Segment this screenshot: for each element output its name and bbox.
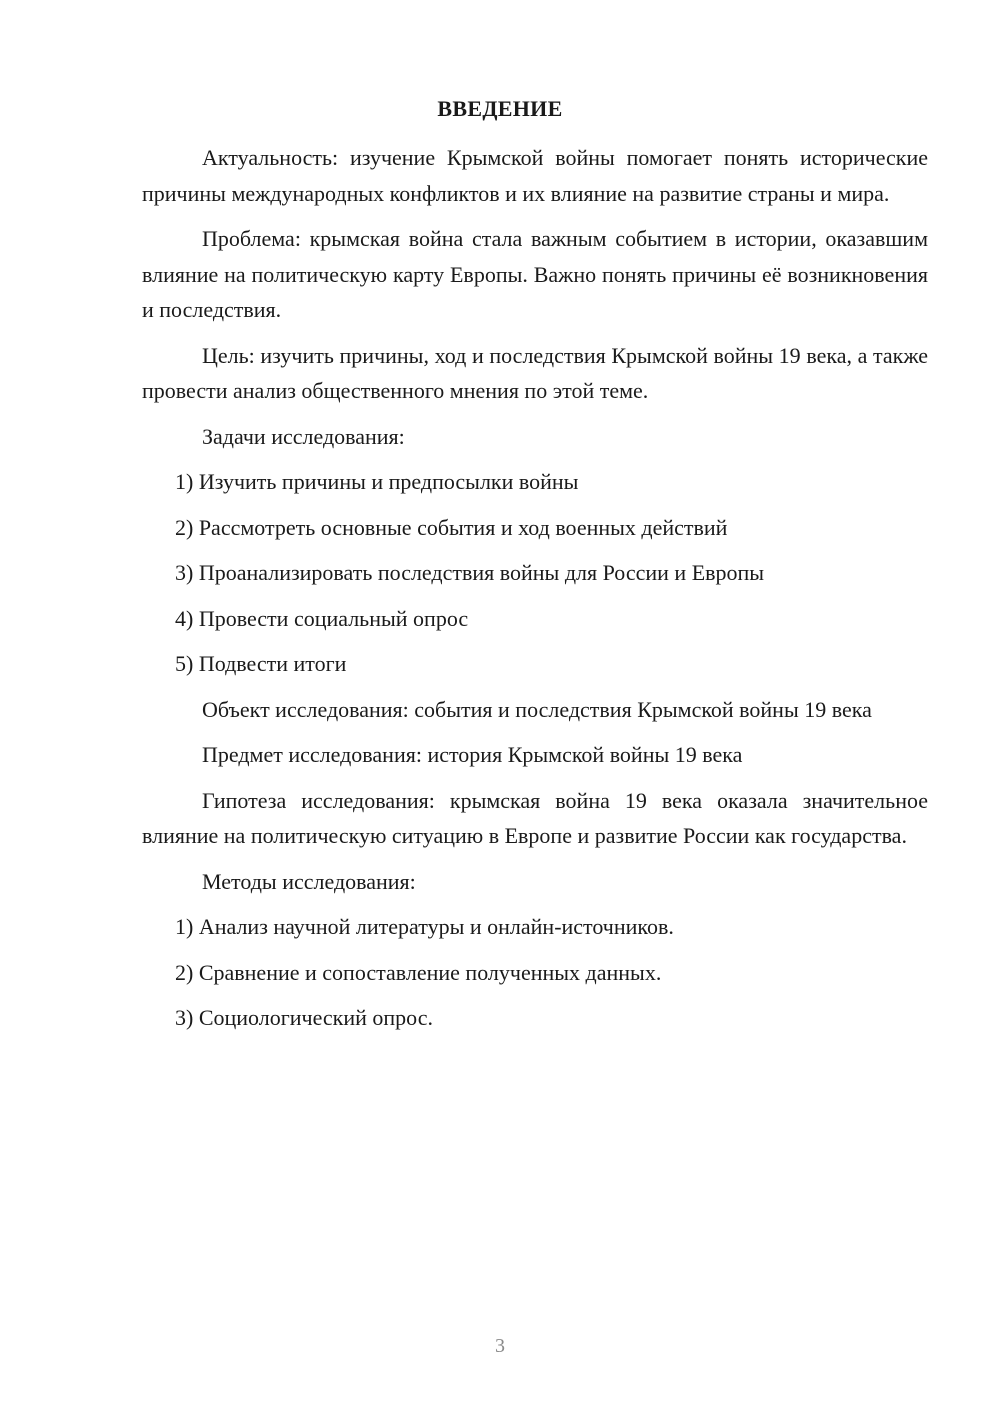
goal-paragraph: Цель: изучить причины, ход и последствия Крымской войны 19 века, а также провести анализ общественного мнения по этой теме.	[142, 342, 928, 403]
methods-heading: Методы исследования:	[202, 868, 416, 894]
list-item: 2) Рассмотреть основные события и ход военных действий	[175, 514, 728, 540]
list-item: 3) Проанализировать последствия войны для России и Европы	[175, 560, 765, 585]
page-title: ВВЕДЕНИЕ	[437, 96, 563, 121]
list-item: 4) Провести социальный опрос	[175, 605, 469, 631]
list-item: 3) Социологический опрос.	[175, 1005, 433, 1030]
problem-paragraph: Проблема: крымская война стала важным событием в истории, оказавшим влияние на политическую карту Европы. Важно понять причины её возникновения и последствия.	[142, 226, 928, 322]
subject-paragraph: Предмет исследования: история Крымской войны 19 века	[202, 742, 743, 767]
hypothesis-paragraph: Гипотеза исследования: крымская война 19 века оказала значительное влияние на политическую ситуацию в Европе и развитие России как государства.	[142, 787, 928, 848]
page-number: 3	[495, 1335, 505, 1357]
tasks-list	[142, 464, 928, 682]
list-item: 1) Анализ научной литературы и онлайн-источников.	[175, 914, 674, 939]
list-item: 1) Изучить причины и предпосылки войны	[175, 469, 579, 494]
relevance-paragraph: Актуальность: изучение Крымской войны помогает понять исторические причины международных конфликтов и их влияние на развитие страны и мира.	[142, 145, 928, 206]
methods-list	[142, 909, 928, 1036]
object-paragraph: Объект исследования: события и последствия Крымской войны 19 века	[202, 696, 872, 722]
tasks-heading: Задачи исследования:	[202, 423, 405, 449]
document-body	[142, 140, 928, 1046]
list-item: 5) Подвести итоги	[175, 651, 347, 676]
list-item: 2) Сравнение и сопоставление полученных данных.	[175, 959, 662, 985]
